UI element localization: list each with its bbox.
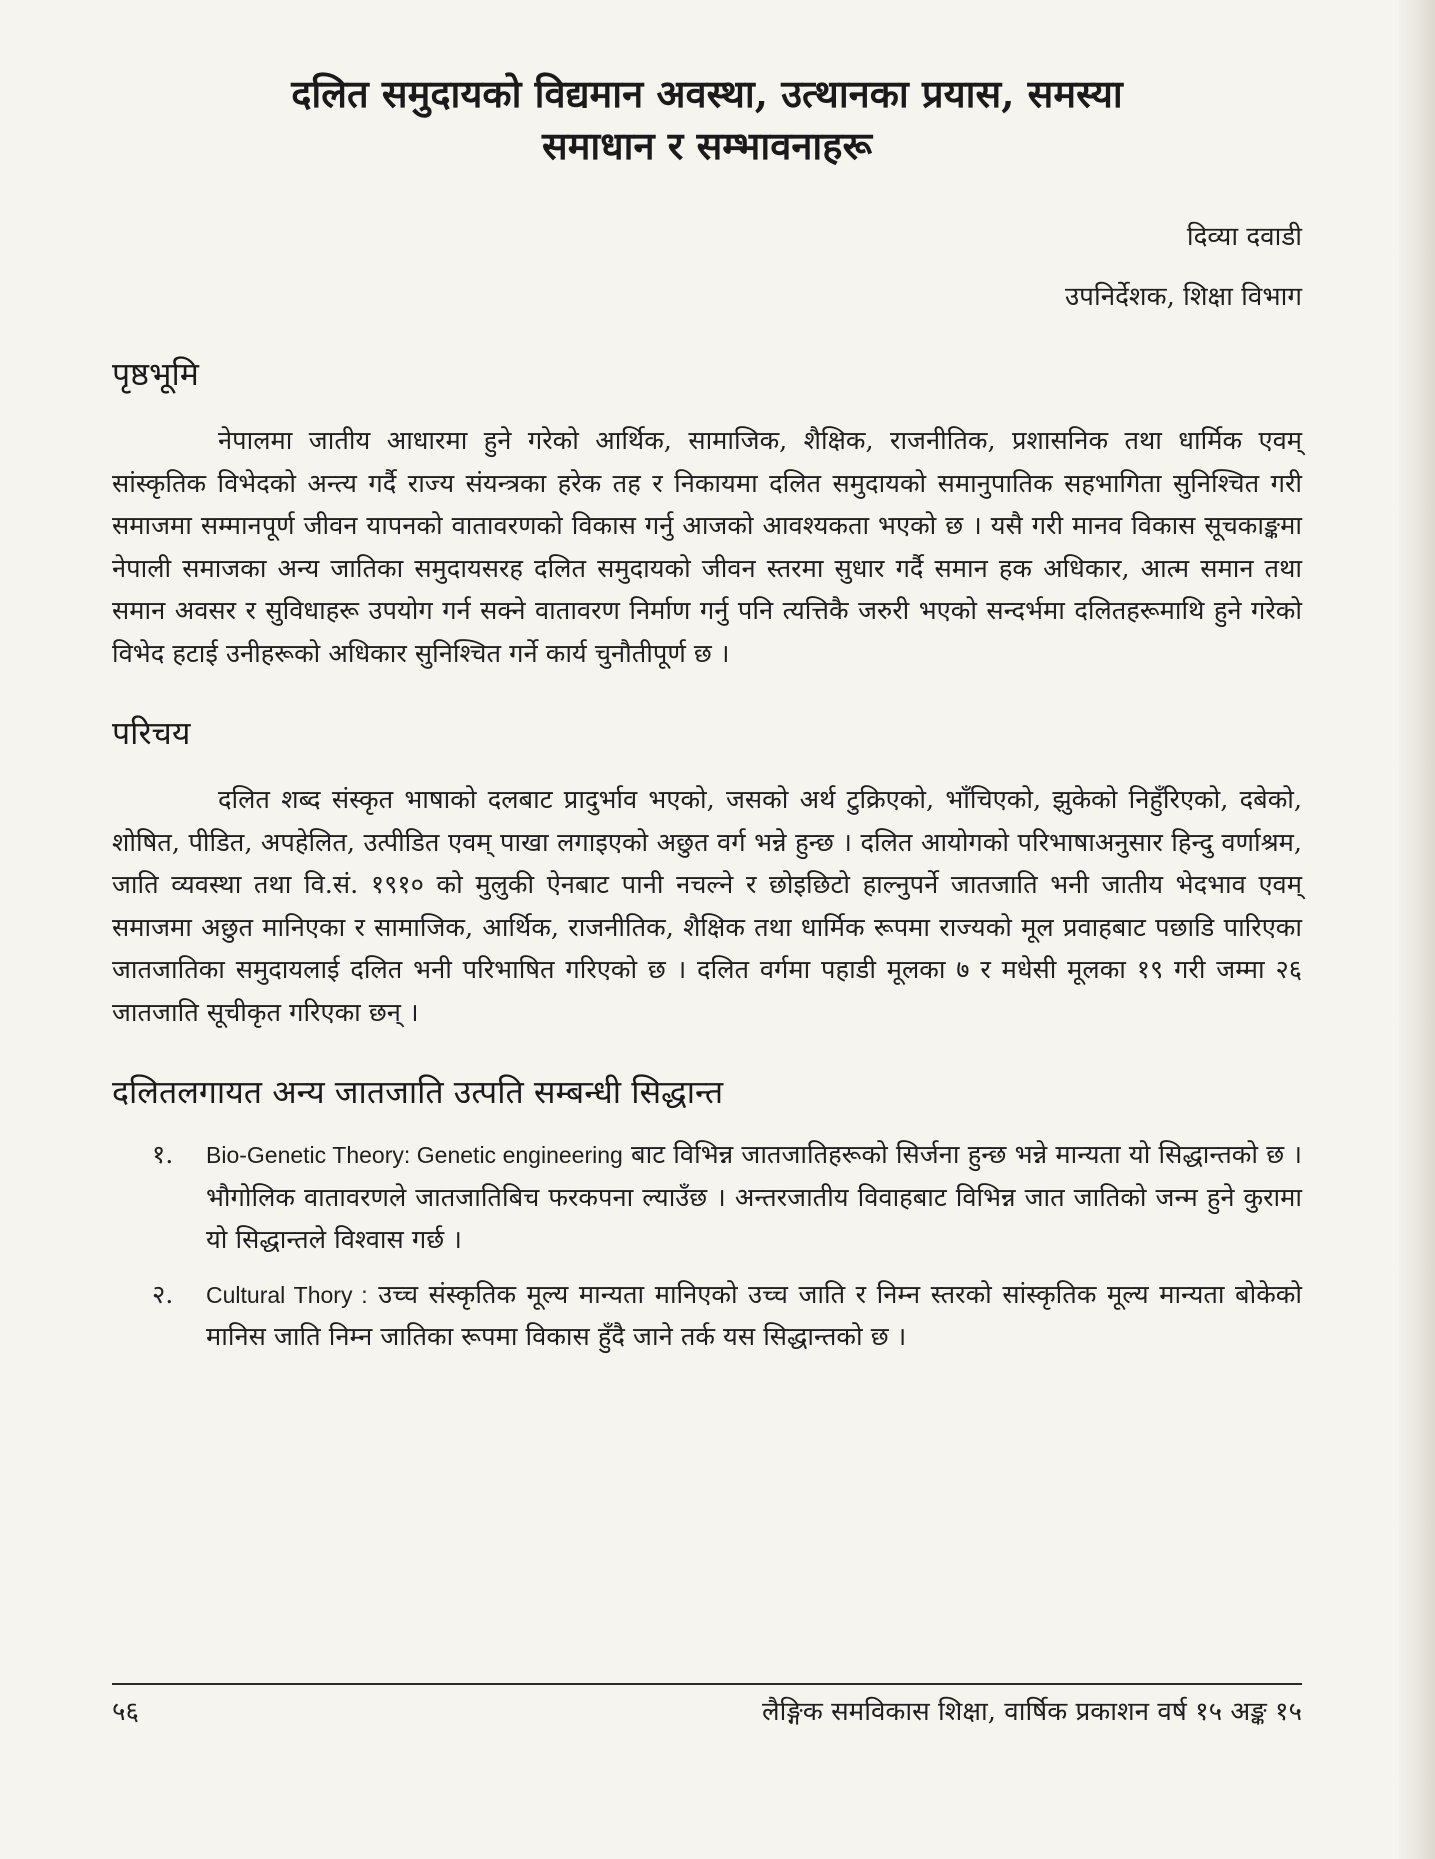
article-title: [112, 68, 1302, 172]
list-item-number: २.: [152, 1279, 174, 1310]
background-paragraph: नेपालमा जातीय आधारमा हुने गरेको आर्थिक, सामाजिक, शैक्षिक, राजनीतिक, प्रशासनिक तथा धार्मिक एवम् सांस्कृतिक विभेदको अन्त्य गर्दै राज्य संयन्त्रका हरेक तह र निकायमा दलित समुदायको समानुपातिक सहभागिता सुनिश्चित गरी समाजमा सम्मानपूर्ण जीवन यापनको वातावरणको विकास गर्नु आजको आवश्यकता भएको छ । यसै गरी मानव विकास सूचकाङ्कमा नेपाली समाजका अन्य जातिका समुदायसरह दलित समुदायको जीवन स्तरमा सुधार गर्दै समान हक अधिकार, आत्म समान तथा समान अवसर र सुविधाहरू उपयोग गर्न सक्ने वातावरण निर्माण गर्नु पनि त्यत्तिकै जरुरी भएको सन्दर्भमा दलितहरूमाथि हुने गरेको विभेद हटाई उनीहरूको अधिकार सुनिश्चित गर्ने कार्य चुनौतीपूर्ण छ ।: [112, 426, 1302, 669]
page-binding-edge: [1399, 0, 1435, 1859]
theory-term: Bio-Genetic Theory: Genetic engineering: [206, 1142, 623, 1168]
page-number: ५६: [112, 1697, 140, 1727]
theory-list: [112, 1134, 1302, 1359]
footer-divider: [112, 1683, 1302, 1685]
author-role: उपनिर्देशक, शिक्षा विभाग: [1064, 282, 1302, 312]
theory-description: बाट विभिन्न जातजातिहरूको सिर्जना हुन्छ भन्ने मान्यता यो सिद्धान्तको छ । भौगोलिक वातावरणले जातजातिबिच फरकपना ल्याउँछ । अन्तरजातीय विवाहबाट विभिन्न जात जातिको जन्म हुने कुरामा यो सिद्धान्तले विश्वास गर्छ ।: [206, 1140, 1302, 1255]
author-block: [112, 220, 1302, 314]
author-name: दिव्या दवाडी: [1186, 222, 1302, 252]
list-item-number: १.: [152, 1140, 174, 1170]
theory-term: Cultural Thory :: [206, 1281, 368, 1308]
article-content: [112, 68, 1302, 1371]
list-item: [152, 1274, 1302, 1359]
section-heading-theories: दलितलगायत अन्य जातजाति उत्पति सम्बन्धी सिद्धान्त: [112, 1073, 724, 1111]
title-line-2: समाधान र सम्भावनाहरू: [542, 123, 872, 168]
journal-name: लैङ्गिक समविकास शिक्षा, वार्षिक प्रकाशन वर्ष १५ अङ्क १५: [762, 1697, 1302, 1727]
section-heading-background: पृष्ठभूमि: [112, 355, 199, 393]
section-heading-introduction: परिचय: [112, 714, 191, 752]
list-item: [152, 1134, 1302, 1262]
introduction-paragraph: दलित शब्द संस्कृत भाषाको दलबाट प्रादुर्भाव भएको, जसको अर्थ टुक्रिएको, भाँचिएको, झुकेको निहुँरिएको, दबेको, शोषित, पीडित, अपहेलित, उत्पीडित एवम् पाखा लगाइएको अछुत वर्ग भन्ने हुन्छ । दलित आयोगको परिभाषाअनुसार हिन्दु वर्णाश्रम, जाति व्यवस्था तथा वि.सं. १९१० को मुलुकी ऐनबाट पानी नचल्ने र छोइछिटो हाल्नुपर्ने जातजाति भनी जातीय भेदभाव एवम् समाजमा अछुत मानिएका र सामाजिक, आर्थिक, राजनीतिक, शैक्षिक तथा धार्मिक रूपमा राज्यको मूल प्रवाहबाट पछाडि पारिएका जातजातिका समुदायलाई दलित भनी परिभाषित गरिएको छ । दलित वर्गमा पहाडी मूलका ७ र मधेसी मूलका १९ गरी जम्मा २६ जातजाति सूचीकृत गरिएका छन् ।: [112, 785, 1302, 1028]
theory-description: उच्च संस्कृतिक मूल्य मान्यता मानिएको उच्च जाति र निम्न स्तरको सांस्कृतिक मूल्य मान्यता बोकेको मानिस जाति निम्न जातिका रूपमा विकास हुँदै जाने तर्क यस सिद्धान्तको छ ।: [206, 1279, 1302, 1352]
title-line-1: दलित समुदायको विद्यमान अवस्था, उत्थानका प्रयास, समस्या: [291, 71, 1123, 116]
